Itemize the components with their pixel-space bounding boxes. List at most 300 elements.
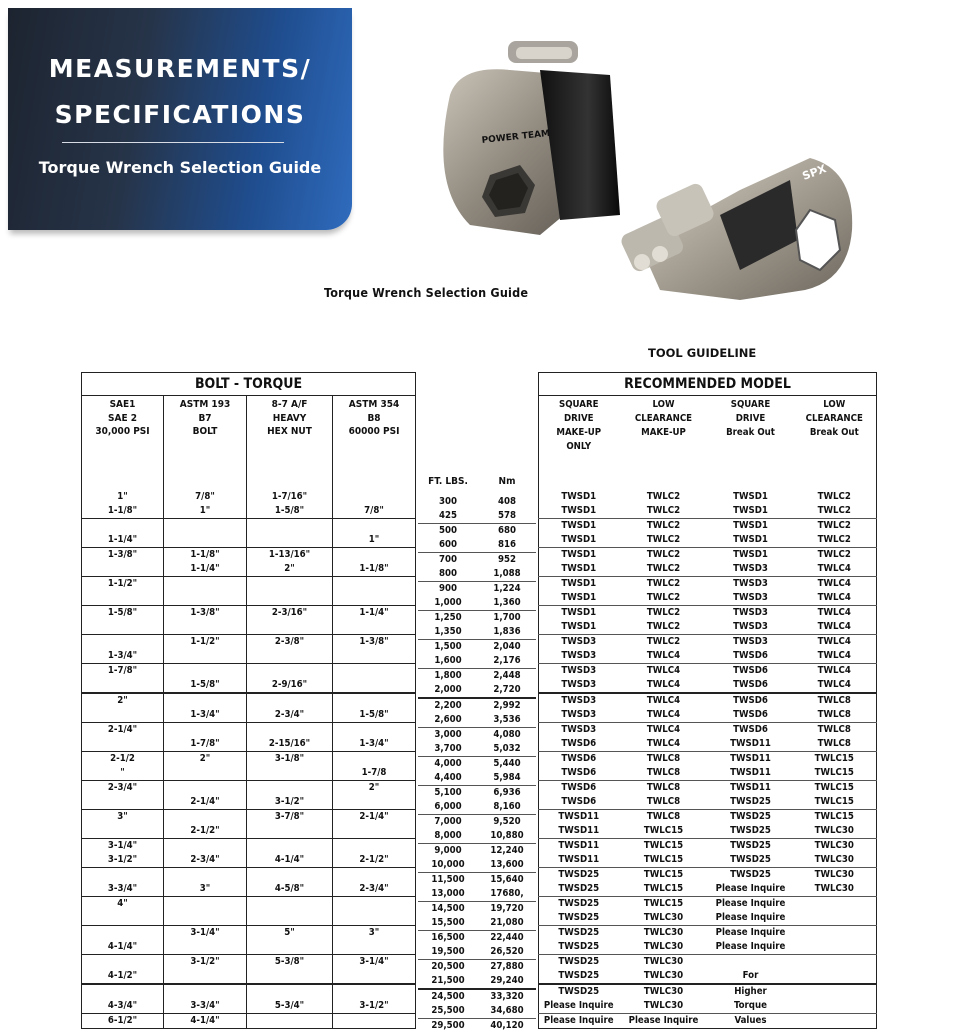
table-row [539, 897, 877, 912]
model-cell: TWSD1 [539, 548, 619, 563]
model-cell: TWSD25 [709, 839, 793, 854]
bolt-cell [82, 984, 164, 999]
model-cell: TWLC30 [619, 984, 709, 999]
bolt-cell [333, 940, 416, 955]
model-cell: TWSD3 [539, 664, 619, 679]
bolt-cell: 2" [333, 781, 416, 796]
bolt-cell: 2-1/4" [82, 723, 164, 738]
torque-cell: 4,400 [418, 771, 478, 786]
table-row [539, 664, 877, 679]
model-cell: TWSD11 [709, 737, 793, 752]
model-cell: TWLC4 [619, 708, 709, 723]
table-row [82, 969, 416, 984]
bolt-cell [333, 897, 416, 912]
nm-header: Nm [478, 372, 536, 495]
bolt-cell: 3-1/2" [164, 955, 247, 970]
torque-cell: 15,500 [418, 916, 478, 931]
model-cell: Please Inquire [709, 926, 793, 941]
model-cell: Please Inquire [539, 1014, 619, 1029]
bolt-header-line: 60000 PSI [333, 425, 415, 439]
bolt-cell [333, 519, 416, 534]
bolt-cell: 1-7/8" [164, 737, 247, 752]
torque-cell: 1,836 [478, 625, 536, 640]
bolt-header-line: BOLT [164, 425, 246, 439]
model-cell: Please Inquire [709, 882, 793, 897]
table-row [82, 519, 416, 534]
model-cell: TWLC4 [793, 635, 877, 650]
bolt-header-line: HEAVY [247, 412, 332, 426]
bolt-cell [333, 649, 416, 664]
torque-cell: 6,936 [478, 786, 536, 801]
model-cell [793, 984, 877, 999]
bolt-cell [333, 824, 416, 839]
table-row [539, 606, 877, 621]
bolt-cell: 2-3/16" [247, 606, 333, 621]
torque-cell: 1,000 [418, 596, 478, 611]
bolt-cell: 4-3/4" [82, 999, 164, 1014]
bolt-cell: 4-1/4" [82, 940, 164, 955]
table-row [539, 839, 877, 854]
table-row [539, 911, 877, 926]
torque-cell: 10,000 [418, 858, 478, 873]
model-cell: TWSD3 [539, 708, 619, 723]
table-row [539, 882, 877, 897]
model-header-col-2 [709, 396, 793, 491]
model-cell: TWLC2 [619, 548, 709, 563]
model-cell: TWSD25 [709, 795, 793, 810]
table-row [82, 853, 416, 868]
table-row [418, 974, 536, 989]
model-cell: Please Inquire [539, 999, 619, 1014]
model-cell: TWSD1 [539, 490, 619, 504]
bolt-cell: 6-1/2" [82, 1014, 164, 1029]
table-row [418, 509, 536, 524]
bolt-cell: 2-3/4" [164, 853, 247, 868]
table-row [82, 664, 416, 679]
model-cell: TWSD3 [539, 635, 619, 650]
bolt-cell [82, 868, 164, 883]
table-row [539, 548, 877, 563]
model-cell: TWSD25 [539, 984, 619, 999]
torque-cell: 8,160 [478, 800, 536, 815]
bolt-cell: 2-3/4" [247, 708, 333, 723]
model-cell: TWLC2 [619, 533, 709, 548]
model-cell: TWLC15 [619, 853, 709, 868]
model-cell: TWLC30 [793, 824, 877, 839]
model-header-line: MAKE-UP [539, 426, 619, 440]
model-cell: TWSD6 [709, 723, 793, 738]
torque-cell: 20,500 [418, 960, 478, 975]
model-header-line: CLEARANCE [793, 412, 877, 426]
torque-cell: 800 [418, 567, 478, 582]
table-row [82, 708, 416, 723]
table-row [82, 926, 416, 941]
torque-cell: 5,984 [478, 771, 536, 786]
bolt-cell: 3-7/8" [247, 810, 333, 825]
bolt-cell [333, 839, 416, 854]
torque-cell: 13,000 [418, 887, 478, 902]
torque-cell: 6,000 [418, 800, 478, 815]
torque-cell: 2,040 [478, 640, 536, 655]
torque-cell: 14,500 [418, 902, 478, 917]
table-row [82, 1014, 416, 1029]
model-cell [793, 999, 877, 1014]
table-row [418, 989, 536, 1004]
bolt-cell [164, 897, 247, 912]
model-cell: Please Inquire [709, 940, 793, 955]
bolt-cell: 1-3/4" [82, 649, 164, 664]
model-cell: TWSD11 [539, 853, 619, 868]
model-cell: TWLC15 [793, 810, 877, 825]
model-cell: TWSD25 [539, 911, 619, 926]
model-cell: TWSD11 [709, 752, 793, 767]
model-cell: TWSD6 [539, 781, 619, 796]
table-row [82, 649, 416, 664]
bolt-header-line: SAE1 [82, 398, 163, 412]
table-row [539, 795, 877, 810]
bolt-cell [164, 533, 247, 548]
bolt-cell [82, 620, 164, 635]
bolt-cell: 3-1/2" [333, 999, 416, 1014]
torque-cell: 2,992 [478, 698, 536, 713]
bolt-header-col-1 [164, 396, 247, 491]
header-banner [8, 8, 352, 230]
model-cell: TWSD3 [709, 562, 793, 577]
model-cell: TWSD25 [539, 940, 619, 955]
table-row [539, 737, 877, 752]
table-row [82, 620, 416, 635]
bolt-torque-table [81, 372, 416, 1029]
model-cell: TWSD6 [539, 795, 619, 810]
bolt-cell [164, 664, 247, 679]
bolt-cell: 2-1/2 [82, 752, 164, 767]
model-cell: TWLC30 [793, 882, 877, 897]
table-row [82, 577, 416, 592]
torque-cell: 7,000 [418, 815, 478, 830]
model-cell: TWSD25 [709, 853, 793, 868]
bolt-cell [333, 591, 416, 606]
bolt-cell: 1-7/16" [247, 490, 333, 504]
bolt-cell: 2-1/4" [333, 810, 416, 825]
bolt-cell [247, 781, 333, 796]
torque-cell: 24,500 [418, 989, 478, 1004]
bolt-cell [247, 940, 333, 955]
model-cell: TWSD1 [539, 504, 619, 519]
bolt-cell: 1-13/16" [247, 548, 333, 563]
table-row [418, 1004, 536, 1019]
model-cell: TWSD1 [539, 591, 619, 606]
torque-cell: 12,240 [478, 844, 536, 859]
bolt-cell [82, 926, 164, 941]
power-team-logo: POWER TEAM [481, 129, 550, 146]
torque-cell: 17680, [478, 887, 536, 902]
bolt-cell [247, 577, 333, 592]
bolt-cell: 3-1/2" [247, 795, 333, 810]
model-cell [793, 911, 877, 926]
table-row [82, 795, 416, 810]
table-row [418, 582, 536, 597]
torque-cell: 952 [478, 553, 536, 568]
model-cell: TWLC4 [793, 664, 877, 679]
banner-divider [62, 142, 284, 143]
model-cell: TWLC30 [793, 853, 877, 868]
bolt-header-line: SAE 2 [82, 412, 163, 426]
model-cell: TWSD25 [709, 868, 793, 883]
torque-cell: 300 [418, 495, 478, 509]
table-row [418, 611, 536, 626]
bolt-cell: 5-3/8" [247, 955, 333, 970]
table-row [418, 887, 536, 902]
model-cell: TWSD6 [709, 708, 793, 723]
bolt-cell [333, 984, 416, 999]
bolt-cell: 1-1/8" [164, 548, 247, 563]
bolt-cell [82, 911, 164, 926]
model-cell: TWLC30 [619, 940, 709, 955]
torque-cell: 29,240 [478, 974, 536, 989]
bolt-cell: 3-3/4" [82, 882, 164, 897]
bolt-cell [164, 984, 247, 999]
bolt-header-line: B8 [333, 412, 415, 426]
table-row [539, 490, 877, 504]
torque-cell: 700 [418, 553, 478, 568]
model-cell: TWSD3 [539, 693, 619, 708]
torque-cell: 29,500 [418, 1019, 478, 1033]
model-cell: TWSD3 [709, 591, 793, 606]
bolt-header-col-2 [247, 396, 333, 491]
model-header-col-3 [793, 396, 877, 491]
bolt-header-line: 30,000 PSI [82, 425, 163, 439]
model-header-col-1 [619, 396, 709, 491]
torque-cell: 8,000 [418, 829, 478, 844]
table-row [82, 752, 416, 767]
model-cell: TWSD6 [539, 752, 619, 767]
model-cell [793, 940, 877, 955]
bolt-cell: 3-1/4" [333, 955, 416, 970]
model-cell: TWLC2 [619, 635, 709, 650]
torque-cell: 21,500 [418, 974, 478, 989]
table-row [418, 553, 536, 568]
model-header-line: Break Out [709, 426, 793, 440]
model-cell: TWSD25 [709, 824, 793, 839]
bolt-cell: 2-1/4" [164, 795, 247, 810]
torque-cell: 10,880 [478, 829, 536, 844]
table-row [539, 824, 877, 839]
bolt-cell: 3" [164, 882, 247, 897]
table-row [418, 771, 536, 786]
torque-cell: 425 [418, 509, 478, 524]
bolt-cell: 3-1/4" [164, 926, 247, 941]
bolt-cell [82, 635, 164, 650]
model-cell: TWLC15 [619, 868, 709, 883]
model-cell: TWSD1 [539, 562, 619, 577]
bolt-cell [247, 693, 333, 708]
torque-cell: 9,000 [418, 844, 478, 859]
model-cell: TWLC2 [619, 519, 709, 534]
table-row [418, 931, 536, 946]
model-cell: TWLC30 [619, 969, 709, 984]
bolt-cell [333, 868, 416, 883]
model-cell: TWSD11 [539, 839, 619, 854]
bolt-cell: 1-1/8" [82, 504, 164, 519]
model-cell: TWSD6 [539, 737, 619, 752]
table-row [82, 955, 416, 970]
table-row [539, 723, 877, 738]
table-row [539, 533, 877, 548]
bolt-cell [333, 678, 416, 693]
torque-cell: 19,720 [478, 902, 536, 917]
bolt-cell [164, 911, 247, 926]
bolt-cell [164, 839, 247, 854]
bolt-cell: 4-1/2" [82, 969, 164, 984]
ft-lbs-header: FT. LBS. [418, 372, 478, 495]
table-row [418, 596, 536, 611]
table-row [418, 757, 536, 772]
bolt-cell: 1-5/8" [247, 504, 333, 519]
model-cell: TWSD11 [709, 781, 793, 796]
model-cell: TWSD3 [709, 606, 793, 621]
bolt-cell [247, 620, 333, 635]
table-row [418, 625, 536, 640]
model-cell: TWLC8 [793, 693, 877, 708]
table-row [82, 723, 416, 738]
bolt-cell [333, 664, 416, 679]
torque-cell: 1,088 [478, 567, 536, 582]
model-cell: TWLC2 [619, 577, 709, 592]
bolt-cell: 1-1/4" [333, 606, 416, 621]
torque-cell: 21,080 [478, 916, 536, 931]
model-cell: TWLC2 [793, 519, 877, 534]
model-cell: TWLC8 [619, 752, 709, 767]
table-row [82, 868, 416, 883]
table-row [539, 810, 877, 825]
torque-cell: 816 [478, 538, 536, 553]
bolt-header-line: B7 [164, 412, 246, 426]
torque-cell: 1,224 [478, 582, 536, 597]
table-row [418, 1019, 536, 1033]
table-row [539, 591, 877, 606]
bolt-cell: 2" [164, 752, 247, 767]
bolt-cell: 1-1/2" [164, 635, 247, 650]
model-cell: TWLC4 [619, 723, 709, 738]
bolt-cell: 2-9/16" [247, 678, 333, 693]
table-row [539, 693, 877, 708]
bolt-cell [333, 490, 416, 504]
model-cell: TWLC4 [619, 664, 709, 679]
model-cell: TWLC4 [619, 678, 709, 693]
torque-cell: 1,360 [478, 596, 536, 611]
model-cell: For [709, 969, 793, 984]
bolt-cell [164, 781, 247, 796]
bolt-cell: 3-1/4" [82, 839, 164, 854]
table-row [539, 999, 877, 1014]
bolt-header-line: ASTM 354 [333, 398, 415, 412]
model-cell [793, 955, 877, 970]
torque-cell: 9,520 [478, 815, 536, 830]
bolt-cell: 1" [82, 490, 164, 504]
bolt-cell [333, 969, 416, 984]
torque-cell: 34,680 [478, 1004, 536, 1019]
torque-cell: 11,500 [418, 873, 478, 888]
table-row [539, 940, 877, 955]
torque-cell: 680 [478, 524, 536, 539]
table-row [539, 519, 877, 534]
model-cell: TWLC2 [619, 606, 709, 621]
model-cell: TWLC8 [619, 766, 709, 781]
table-row [418, 786, 536, 801]
bolt-header-col-3 [333, 396, 416, 491]
bolt-cell: 2-15/16" [247, 737, 333, 752]
model-cell: TWLC4 [793, 577, 877, 592]
torque-cell: 1,800 [418, 669, 478, 684]
bolt-cell: " [82, 766, 164, 781]
model-cell: TWLC2 [793, 548, 877, 563]
model-cell: TWLC30 [619, 926, 709, 941]
bolt-cell: 2-1/2" [164, 824, 247, 839]
model-cell: TWSD25 [539, 955, 619, 970]
torque-cell: 2,176 [478, 654, 536, 669]
square-drive-wrench-photo [420, 35, 640, 245]
bolt-cell: 1-1/4" [82, 533, 164, 548]
table-row [418, 829, 536, 844]
table-row [82, 591, 416, 606]
torque-cell: 4,080 [478, 728, 536, 743]
model-header-line: MAKE-UP [619, 426, 709, 440]
bolt-cell [82, 955, 164, 970]
bolt-cell [247, 839, 333, 854]
model-cell: TWLC8 [619, 795, 709, 810]
bolt-cell [247, 868, 333, 883]
model-cell [793, 926, 877, 941]
model-cell: TWLC15 [793, 781, 877, 796]
bolt-cell: 1-3/8" [164, 606, 247, 621]
table-row [539, 649, 877, 664]
model-header-line: SQUARE [539, 398, 619, 412]
table-row [82, 635, 416, 650]
model-cell: TWSD25 [539, 969, 619, 984]
bolt-cell: 1-5/8" [82, 606, 164, 621]
torque-cell: 2,000 [418, 683, 478, 698]
table-row [82, 984, 416, 999]
model-header-line: LOW [793, 398, 877, 412]
bolt-cell: 4" [82, 897, 164, 912]
table-row [418, 800, 536, 815]
bolt-cell: 1-3/4" [164, 708, 247, 723]
model-cell: TWLC15 [619, 839, 709, 854]
model-cell: TWSD25 [709, 810, 793, 825]
torque-cell: 2,720 [478, 683, 536, 698]
bolt-cell [164, 649, 247, 664]
bolt-cell: 2-3/4" [82, 781, 164, 796]
model-cell: TWLC4 [793, 606, 877, 621]
table-row [82, 839, 416, 854]
model-cell: TWSD3 [539, 723, 619, 738]
bolt-cell [164, 519, 247, 534]
table-row [539, 781, 877, 796]
model-cell: TWLC4 [793, 562, 877, 577]
table-row [418, 538, 536, 553]
bolt-cell [333, 620, 416, 635]
model-cell: TWSD1 [709, 504, 793, 519]
table-row [82, 766, 416, 781]
torque-cell: 2,448 [478, 669, 536, 684]
model-cell: TWSD1 [539, 577, 619, 592]
bolt-cell [333, 752, 416, 767]
table-row [418, 567, 536, 582]
banner-subtitle: Torque Wrench Selection Guide [8, 158, 352, 177]
bolt-cell [247, 649, 333, 664]
table-row [418, 858, 536, 873]
bolt-cell [164, 969, 247, 984]
